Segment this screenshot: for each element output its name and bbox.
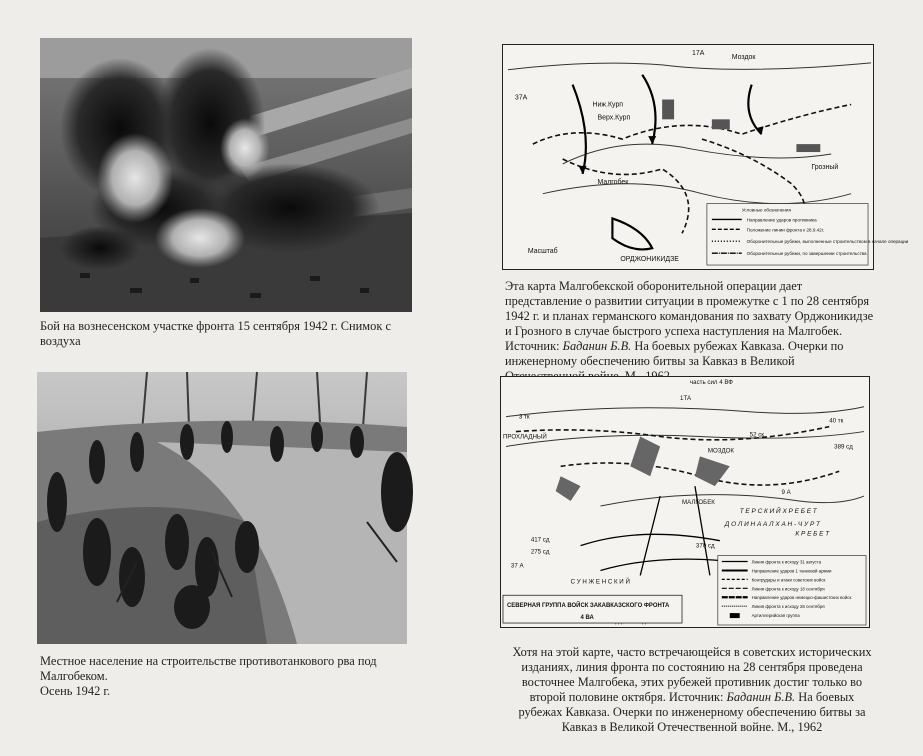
- map2-label-sd370: 370 сд: [695, 542, 715, 550]
- malgobek-operation-map: [502, 44, 909, 270]
- front-line-map-drawing: [501, 377, 869, 627]
- map1-caption-source: На боевых рубежах Кавказа. Очерки по инженерному обеспечению битвы за Кавказ в Великой: [505, 339, 844, 368]
- map1-legend: [707, 204, 909, 265]
- map1-legend-item3: Оборонительные рубежи, выполненные строительством в начале операции: [746, 239, 909, 245]
- map2-legend-item5: Направление ударов немецко-фашистских войск: [751, 595, 852, 601]
- map2-label-sd417: 417 сд: [530, 536, 550, 544]
- malgobek-map-drawing: [503, 45, 909, 269]
- map1-label-army17: 17А: [691, 49, 705, 57]
- map2-label-vojska-4ka: 4 ВА: [580, 615, 594, 622]
- map2-legend-item6: Линия фронта к исходу 28 сентября: [751, 604, 825, 610]
- map1-caption-author: Баданин Б.В.: [562, 339, 632, 353]
- trench-digging-photo: [37, 372, 407, 644]
- trench-digging-illustration: [37, 372, 407, 644]
- map2-label-ridge-kr: К Р Е Б Е Т: [795, 530, 830, 538]
- trench-caption-line2: Осень 1942 г.: [40, 684, 111, 698]
- trench-caption-line1: Местное население на строительстве противотанкового рва под Малгобеком.: [40, 654, 377, 683]
- map2-legend-item4: Линия фронта к исходу 18 сентября: [751, 586, 825, 592]
- map1-label-malgobek: Малгобек: [597, 178, 629, 186]
- map2-legend-item3: Контрудары и атаки советских войск: [751, 577, 826, 583]
- map1-legend-item4: Оборонительные рубежи, по завершении строительства: [746, 251, 867, 257]
- map1-label-ordzhonikidze: ОРДЖОНИКИДЗЕ: [620, 256, 679, 264]
- aerial-photo-caption: Бой на вознесенском участке фронта 15 сентября 1942 г. Снимок с воздуха: [40, 319, 391, 348]
- map2-label-army37: 37 А: [510, 562, 524, 570]
- map1-label-mozdok: Моздок: [731, 53, 756, 61]
- map2-label-ridge2: Т Е Р С К И Й Х Р Е Б Е Т: [739, 507, 817, 515]
- map2-caption-author: Баданин Б.В.: [726, 690, 796, 704]
- map2-label-prokhladny: ПРОХЛАДНЫЙ: [502, 433, 547, 441]
- map2-label-malgobek: МАЛГОБЕК: [682, 498, 715, 506]
- trench-photo-caption: [40, 654, 440, 699]
- map1-label-nizh-kurp: Ниж.Курп: [592, 101, 624, 109]
- map2-legend-item7: Артиллерийская группа: [751, 613, 800, 619]
- map1-legend-title: Условные обозначения: [741, 207, 791, 213]
- map2-label-army9a: 9 А: [781, 489, 791, 497]
- map2-label-mozdok: МОЗДОК: [707, 447, 735, 455]
- map1-label-grozny: Грозный: [811, 163, 839, 171]
- map2-label-army3tk: 3 тк: [518, 413, 530, 421]
- map1-caption-text: Эта карта Малгобекской оборонительной операции дает представление о развитии ситуации в промежутке с 1 по 28 сентября 1942 г. и планах германского командования по захвату Орджоникидзе и Грозного в случае быстрого успеха наступления на Малгобек. Источник:: [505, 279, 874, 353]
- map2-legend-item2: Направление ударов 1 танковой армии: [751, 568, 832, 574]
- map2-label-army1t: 1ТА: [680, 394, 692, 402]
- aerial-battle-photo: [40, 38, 412, 312]
- map2-legend: [718, 556, 866, 625]
- map1-legend-item1: Направление ударов противника: [746, 217, 817, 223]
- map1-caption: [505, 279, 877, 384]
- map2-vojska-box: [503, 595, 682, 623]
- map2-label-vojska: СЕВЕРНАЯ ГРУППА ВОЙСК ЗАКАВКАЗСКОГО ФРОНТА: [506, 603, 670, 610]
- map1-label-verkh-kurp: Верх.Курп: [597, 114, 631, 122]
- map2-label-top-note: часть сил 4 ВФ: [689, 378, 733, 386]
- map2-legend-item1: Линия фронта к исходу 31 августа: [751, 559, 822, 565]
- map1-legend-item2: Положение линии фронта к 28.9.42г.: [746, 227, 825, 233]
- map2-label-korpus52: 52 ск: [749, 431, 764, 439]
- front-line-map: [500, 376, 870, 628]
- aerial-battle-illustration: [40, 38, 412, 312]
- map2-caption: [512, 645, 872, 735]
- map2-caption-text: Хотя на этой карте, часто встречающейся в советских исторических изданиях, линия фронта по состоянию на 28 сентября проведена восточнее Малгобека, этих рубежей противник достиг только во второй половине октября. Источник:: [512, 645, 872, 704]
- map1-label-scale: Масштаб: [527, 248, 558, 256]
- map1-label-army37: 37А: [514, 94, 528, 102]
- map2-caption-source: На боевых рубежах Кавказа. Очерки по инженерному обеспечению битвы за Кавказ в Великой Отечественной войне. М., 1962: [518, 690, 866, 734]
- map2-label-sd275: 275 сд: [530, 548, 550, 556]
- map2-label-ridge: Д О Л И Н А А Л Х А Н - Ч У Р Т: [724, 520, 820, 528]
- map2-label-korpus40: 40 тк: [829, 417, 844, 425]
- map2-label-sd389: 389 сд: [834, 443, 853, 451]
- map2-label-sunzha: С У Н Ж Е Н С К И Й: [570, 578, 630, 586]
